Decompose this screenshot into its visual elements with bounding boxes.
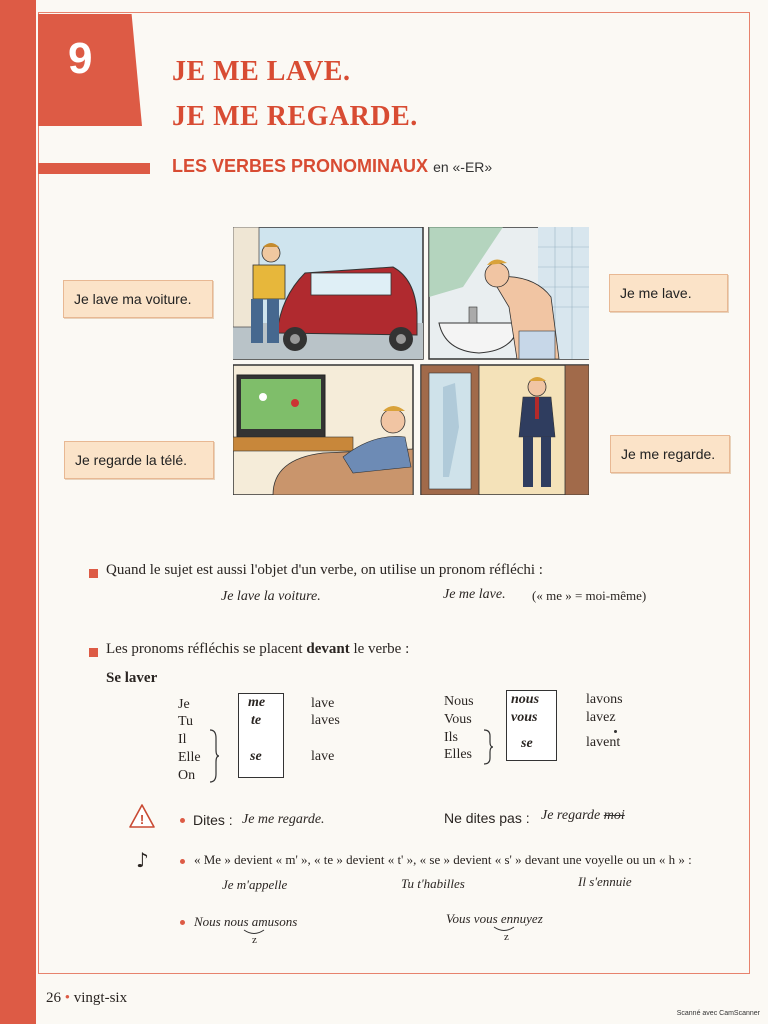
caption-top-left: Je lave ma voiture. <box>63 280 213 318</box>
liaison-example-2: Vous vous ennuyez <box>446 911 543 926</box>
verb-lave-3: lave <box>311 749 335 764</box>
verb-lavons: lavons <box>586 692 623 707</box>
page-title-line1: JE ME LAVE. <box>172 56 351 87</box>
footer-dot: • <box>64 990 71 1006</box>
rule1-note: (« me » = moi-même) <box>532 588 647 603</box>
warning-icon <box>128 803 156 829</box>
subject-elle: Elle <box>178 750 201 765</box>
subject-on: On <box>178 768 196 783</box>
verb-laves: laves <box>311 713 340 728</box>
verb-lavez: lavez <box>586 710 616 725</box>
subject-il: Il <box>178 732 187 747</box>
caption-bottom-right: Je me regarde. <box>610 435 730 473</box>
illustration-panels <box>233 227 589 495</box>
page-footer <box>46 990 127 1007</box>
elision-rule: « Me » devient « m' », « te » devient « t' », « se » devient « s' » devant une voyelle ou un « h » : <box>194 852 692 867</box>
dites-example: Je me regarde. <box>242 812 325 827</box>
svg-text:!: ! <box>139 812 145 827</box>
liaison-example-1: Nous nous amusons <box>194 914 298 929</box>
subject-ils: Ils <box>444 730 458 745</box>
scanner-watermark: Scanné avec CamScanner <box>676 1010 760 1017</box>
panel-car-washing <box>233 227 423 359</box>
bullet-dites <box>180 818 185 823</box>
verb-heading: Se laver <box>106 670 158 686</box>
elision-example-2: Tu t'habilles <box>401 876 465 891</box>
rule1-text: Quand le sujet est aussi l'objet d'un verbe, on utilise un pronom réfléchi : <box>106 562 543 578</box>
page-subtitle <box>172 156 492 177</box>
crossed-word: moi <box>603 808 625 823</box>
ne-dites-label: Ne dites pas : <box>444 810 530 826</box>
brace-singular <box>208 728 220 784</box>
subtitle-main: LES VERBES PRONOMINAUX <box>172 156 429 176</box>
subject-je: Je <box>178 697 190 712</box>
page-number-words: vingt-six <box>73 990 128 1006</box>
panel-watching-tv <box>233 365 413 495</box>
pronoun-se-plural: se <box>521 736 533 751</box>
ne-dites-example-text: Je regarde <box>541 808 601 823</box>
silent-letter-dot <box>614 730 617 733</box>
page-number: 26 <box>46 990 61 1006</box>
subject-vous: Vous <box>444 712 472 727</box>
rule2-text-bold: devant <box>306 641 350 657</box>
elision-example-1: Je m'appelle <box>222 877 288 892</box>
subject-nous: Nous <box>444 694 474 709</box>
pronoun-nous: nous <box>511 692 540 707</box>
caption-top-right: Je me lave. <box>609 274 728 312</box>
brace-plural <box>482 728 494 766</box>
bullet-square-1 <box>89 569 98 578</box>
music-note-icon: ♪ <box>136 848 149 872</box>
rule2-text <box>106 641 409 658</box>
panel-face-washing <box>429 227 589 359</box>
pronoun-te: te <box>251 713 262 728</box>
panel-mirror <box>421 365 589 495</box>
caption-bottom-left: Je regarde la télé. <box>64 441 214 479</box>
bullet-liaison <box>180 920 185 925</box>
liaison-z-1: z <box>252 934 257 946</box>
rule1-example-2: Je me lave. <box>443 587 506 602</box>
dites-label: Dites : <box>193 812 233 828</box>
verb-lavent: lavent <box>586 735 621 750</box>
elision-example-3: Il s'ennuie <box>578 874 632 889</box>
ne-dites-example <box>541 808 625 824</box>
rule2-text-before: Les pronoms réfléchis se placent <box>106 641 307 657</box>
subject-tu: Tu <box>178 714 194 729</box>
subject-elles: Elles <box>444 747 472 762</box>
rule1-example-1: Je lave la voiture. <box>221 589 321 604</box>
pronoun-vous: vous <box>511 710 538 725</box>
lesson-number: 9 <box>68 34 93 83</box>
pronoun-se-singular: se <box>250 749 262 764</box>
left-margin-bar <box>0 0 36 1024</box>
pronoun-me: me <box>248 695 266 710</box>
liaison-z-2: z <box>504 931 509 943</box>
subtitle-en: en «-ER» <box>433 159 493 175</box>
verb-lave-1: lave <box>311 696 335 711</box>
bullet-square-2 <box>89 648 98 657</box>
subtitle-bar <box>38 163 150 174</box>
rule2-text-after: le verbe : <box>349 641 410 657</box>
page-title-line2: JE ME REGARDE. <box>172 101 418 132</box>
bullet-elision <box>180 859 185 864</box>
